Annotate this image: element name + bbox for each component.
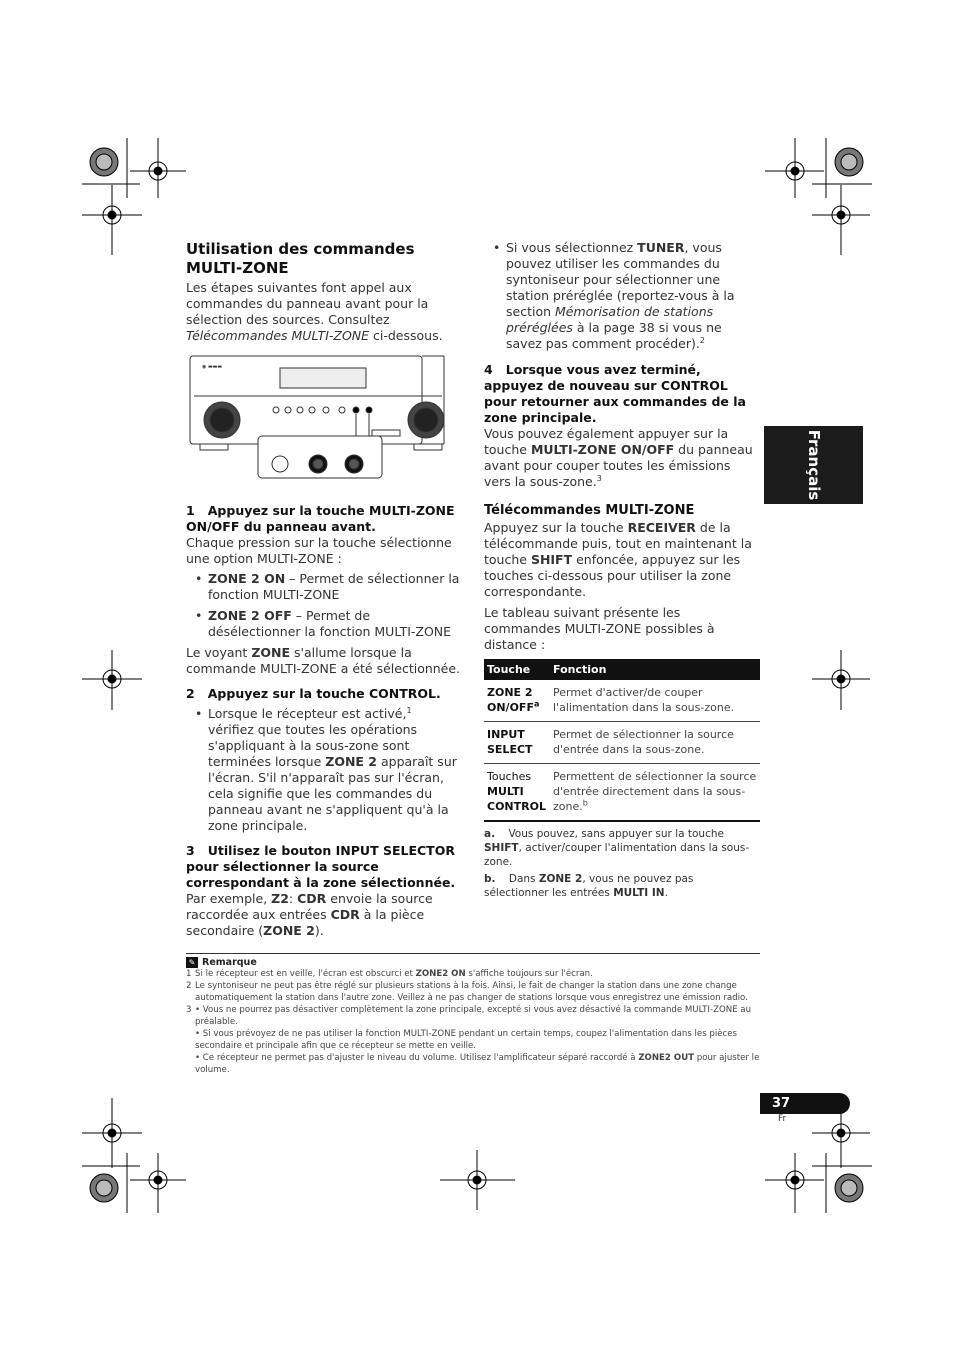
voyant-text: Le voyant ZONE s'allume lorsque la commande MULTI-ZONE a été sélectionnée.: [186, 645, 461, 676]
remote-intro: Appuyez sur la touche RECEIVER de la télécommande puis, tout en maintenant la touche SHIFT enfoncée, appuyez sur les touches ci-dessous pour utiliser la zone correspondante.: [484, 520, 752, 599]
table-header-cell: Fonction: [550, 659, 760, 680]
page-number-badge: [760, 1093, 850, 1114]
step4-heading: 4 Lorsque vous avez terminé, appuyez de nouveau sur CONTROL pour retourner aux commandes de la zone principale.: [484, 362, 746, 425]
note-icon: ✎: [186, 957, 198, 968]
svg-text:◉ ▬▬▬: ◉ ▬▬▬: [202, 364, 223, 370]
table-cell-function: Permet d'activer/de couper l'alimentation dans la sous-zone.: [550, 680, 760, 722]
left-steps: [186, 503, 461, 939]
presets-link: Mémorisation de stations préréglées: [506, 304, 714, 335]
step1-text: Chaque pression sur la touche sélectionne une option MULTI-ZONE :: [186, 535, 452, 566]
notes-section: [186, 953, 760, 1076]
notes-heading-row: [186, 957, 760, 968]
table-header-row: [484, 659, 760, 680]
step1-heading: 1 Appuyez sur la touche MULTI-ZONE ON/OFF du panneau avant.: [186, 503, 455, 534]
table-cell-key: INPUT SELECT: [484, 722, 550, 764]
table-cell-key: ZONE 2 ON/OFF$^a$: [484, 680, 550, 722]
note-2: 2 Le syntoniseur ne peut pas être réglé sur plusieurs stations à la fois. Ainsi, le fait de changer la station dans une zone change automatiquement la station dans l'autre zone. Veillez à ne pas changer de stations lorsque vous enregistrez une émission radio.: [186, 981, 748, 1003]
page-number: 37: [772, 1096, 791, 1111]
table-cell-key: Touches MULTI CONTROL: [484, 764, 550, 821]
table-cell-function: Permettent de sélectionner la source d'entrée directement dans la sous-zone.$^b$: [550, 764, 760, 821]
intro-paragraph: Les étapes suivantes font appel aux commandes du panneau avant pour la sélection des sources. Consultez Télécommandes MULTI-ZONE ci-dessous.: [186, 280, 443, 343]
right-column: [484, 240, 760, 900]
receiver-front-panel-illustration: [186, 352, 466, 482]
table-header-cell: Touche: [484, 659, 550, 680]
table-footnote-a: a. Vous pouvez, sans appuyer sur la touche SHIFT, activer/couper l'alimentation dans la sous-zone.: [484, 828, 750, 868]
bullet-zone2-on: • ZONE 2 ON – Permet de sélectionner la fonction MULTI-ZONE: [186, 571, 461, 603]
note-3: 3 • Vous ne pourrez pas désactiver complètement la zone principale, excepté si vous avez désactivé la commande MULTI-ZONE au préalable.: [186, 1005, 752, 1027]
table-row: [484, 680, 760, 722]
notes-heading: Remarque: [202, 957, 257, 968]
note-3c: • Ce récepteur ne permet pas d'ajuster le niveau du volume. Utilisez l'amplificateur séparé raccordé à ZONE2 OUT pour ajuster le volume.: [195, 1053, 760, 1075]
remote-section-title: Télécommandes MULTI-ZONE: [484, 503, 695, 518]
note-3b: • Si vous prévoyez de ne pas utiliser la fonction MULTI-ZONE pendant un certain temps, coupez l'alimentation dans les pièces secondaire et principale afin que ce récepteur se mette en veille.: [195, 1029, 738, 1051]
tuner-bullet: • Si vous sélectionnez TUNER, vous pouvez utiliser les commandes du syntoniseur pour sélectionner une station préréglée (reportez-vous à la section Mémorisation de stations préréglées à la page 38 si vous ne savez pas comment procéder).$^2$: [484, 240, 760, 352]
page-language-code: Fr: [778, 1114, 787, 1124]
table-bottom-rule: [484, 820, 760, 822]
table-cell-function: Permet de sélectionner la source d'entrée dans la sous-zone.: [550, 722, 760, 764]
step3-text: Par exemple, Z2: CDR envoie la source raccordée aux entrées CDR à la pièce secondaire (ZONE 2).: [186, 891, 433, 938]
step2-heading: 2 Appuyez sur la touche CONTROL.: [186, 686, 441, 701]
note-1: 1 Si le récepteur est en veille, l'écran est obscurci et ZONE2 ON s'affiche toujours sur l'écran.: [186, 969, 593, 979]
remote-commands-table: [484, 659, 760, 821]
left-column: [186, 240, 461, 344]
language-side-tab: [764, 426, 863, 504]
bullet-zone2-off: • ZONE 2 OFF – Permet de désélectionner la fonction MULTI-ZONE: [186, 608, 461, 640]
table-row: [484, 764, 760, 821]
step3-heading: 3 Utilisez le bouton INPUT SELECTOR pour sélectionner la source correspondant à la zone sélectionnée.: [186, 843, 456, 890]
table-footnote-b: b. Dans ZONE 2, vous ne pouvez pas sélectionner les entrées MULTI IN.: [484, 873, 694, 899]
language-tab-label: Français: [804, 429, 823, 501]
step4-text: Vous pouvez également appuyer sur la touche MULTI-ZONE ON/OFF du panneau avant pour couper toutes les émissions vers la sous-zone.$^3$: [484, 426, 753, 489]
step2-bullet: • Lorsque le récepteur est activé,$^1$ vérifiez que toutes les opérations s'appliquant à la sous-zone sont terminées lorsque ZONE 2 apparaît sur l'écran. S'il n'apparaît pas sur l'écran, cela signifie que les commandes du panneau avant ne s'appliquent qu'à la zone principale.: [186, 706, 461, 834]
table-row: [484, 722, 760, 764]
intro-link: Télécommandes MULTI-ZONE: [186, 328, 370, 343]
table-intro: Le tableau suivant présente les commandes MULTI-ZONE possibles à distance :: [484, 605, 715, 652]
section-title: Utilisation des commandes MULTI-ZONE: [186, 240, 415, 277]
